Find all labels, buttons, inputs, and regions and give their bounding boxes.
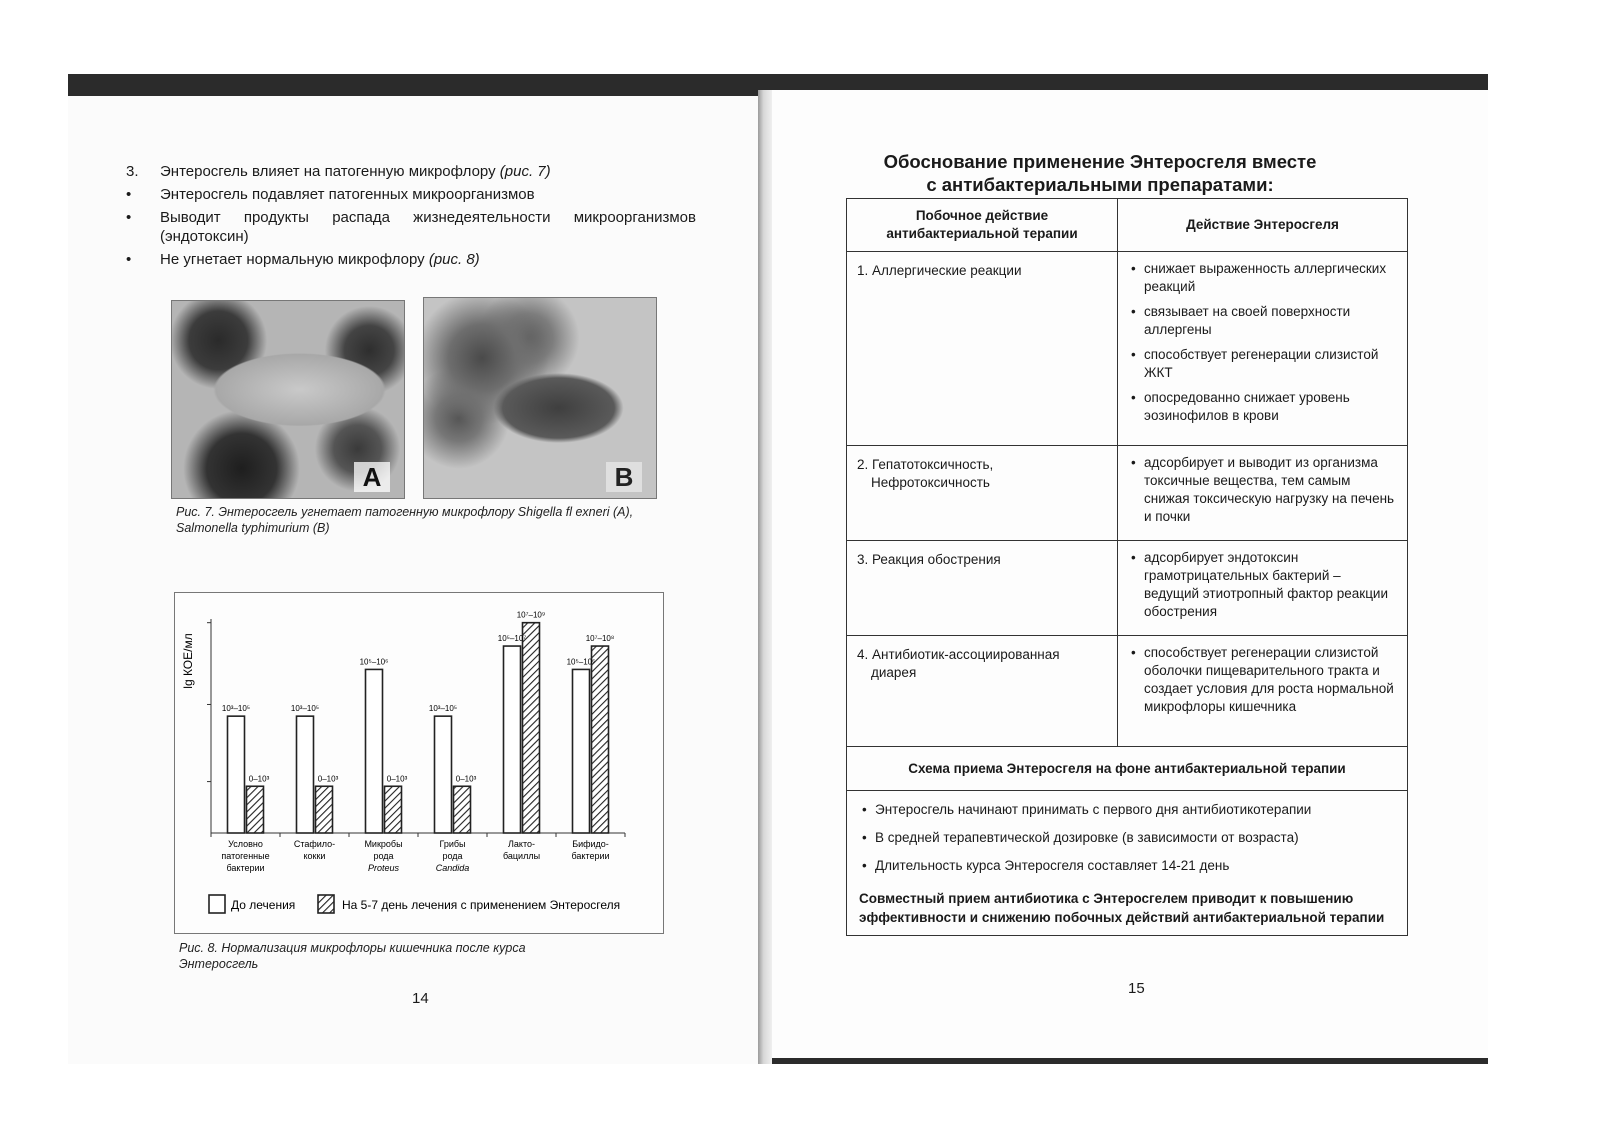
- micrograph-salmonella: [423, 297, 657, 499]
- legend-label: До лечения: [231, 898, 296, 912]
- action-cell: [1118, 636, 1407, 746]
- scheme-item: • В средней терапевтической дозировке (в зависимости от возраста): [859, 829, 1397, 847]
- conclusion-text: Совместный прием антибиотика с Энтеросгелем приводит к повышению эффективности и снижению побочных действий антибактериальной терапии: [859, 891, 1385, 925]
- bar-before-treatment: [297, 716, 314, 833]
- category-label: Candida: [435, 863, 470, 873]
- bar-before-treatment: [366, 669, 383, 833]
- y-axis-label: lg КОЕ/мл: [181, 633, 195, 689]
- data-label: 0–10³: [248, 774, 270, 784]
- side-effect-cell: [847, 446, 1118, 540]
- action-item: • адсорбирует эндотоксин грамотрицательных бактерий – ведущий этиотропный фактор реакции обострения: [1128, 549, 1397, 621]
- microflora-chart: [174, 592, 664, 934]
- legend-swatch-after: [318, 895, 334, 913]
- data-label: 10⁷–10⁸: [585, 634, 615, 644]
- category-label: Лакто-: [508, 839, 535, 849]
- category-label: Стафило-: [293, 839, 336, 849]
- page-number-right: 15: [1128, 980, 1145, 997]
- category-label: бациллы: [502, 851, 541, 861]
- bar-after-treatment: [247, 786, 264, 833]
- list-marker: •: [126, 209, 132, 226]
- list-text: Выводит продукты распада жизнедеятельности микроорганизмов (эндотоксин): [160, 209, 696, 245]
- scheme-title: Схема приема Энтеросгеля на фоне антибактериальной терапии: [847, 747, 1407, 791]
- photo-label-a: A: [354, 462, 390, 492]
- list-marker: •: [126, 186, 132, 203]
- scheme-body: [847, 791, 1407, 935]
- category-label: Грибы: [439, 839, 466, 849]
- micrograph-shigella: [171, 300, 405, 499]
- list-item: [126, 250, 696, 269]
- column-header: Действие Энтеросгеля: [1186, 217, 1339, 232]
- bar-after-treatment: [523, 623, 540, 833]
- data-label: 10⁵–10⁶: [359, 657, 389, 667]
- bar-before-treatment: [504, 646, 521, 833]
- photo-label-b: B: [606, 462, 642, 492]
- data-label: 0–10³: [317, 774, 339, 784]
- side-effect-text: 3. Реакция обострения: [857, 552, 1001, 567]
- list-text: Энтеросгель влияет на патогенную микрофлору: [160, 163, 500, 180]
- data-label: 10⁵–10⁷: [497, 634, 527, 644]
- scheme-item: • Длительность курса Энтеросгеля составляет 14-21 день: [859, 857, 1397, 875]
- list-text: Не угнетает нормальную микрофлору: [160, 251, 429, 268]
- side-effect-text: Нефротоксичность: [871, 475, 990, 490]
- side-effect-cell: [847, 636, 1118, 746]
- bar-after-treatment: [316, 786, 333, 833]
- category-label: бактерии: [571, 851, 610, 861]
- list-marker: 3.: [126, 163, 139, 180]
- data-label: 0–10³: [455, 774, 477, 784]
- table-header: [847, 199, 1407, 252]
- column-header: Побочное действие антибактериальной терапии: [847, 199, 1118, 251]
- category-label: рода: [442, 851, 463, 861]
- bar-after-treatment: [385, 786, 402, 833]
- heading-line: Обоснование применение Энтеросгеля вместе: [883, 151, 1317, 172]
- figure-8-caption: Рис. 8. Нормализация микрофлоры кишечника после курса Энтеросгель: [179, 941, 526, 971]
- category-label: кокки: [303, 851, 326, 861]
- data-label: 10³–10⁵: [221, 704, 251, 714]
- data-label: 10³–10⁵: [428, 704, 458, 714]
- chart-svg: [175, 593, 663, 933]
- list-marker: •: [126, 251, 132, 268]
- category-label: Proteus: [367, 863, 400, 873]
- list-item: [126, 185, 696, 204]
- table-row: [847, 446, 1407, 541]
- page-number-left: 14: [412, 990, 429, 1007]
- action-item: • способствует регенерации слизистой оболочки пищеварительного тракта и создает условия для роста нормальной микрофлоры кишечника: [1128, 644, 1397, 716]
- table-row: [847, 252, 1407, 446]
- action-item: • снижает выраженность аллергических реакций: [1128, 260, 1397, 296]
- action-cell: [1118, 252, 1407, 445]
- data-label: 10⁵–10⁶: [566, 657, 596, 667]
- figure-ref: (рис. 7): [499, 163, 551, 180]
- category-label: рода: [373, 851, 394, 861]
- heading-line: с антибактериальными препаратами:: [926, 174, 1274, 195]
- action-cell: [1118, 446, 1407, 540]
- category-label: Бифидо-: [572, 839, 609, 849]
- side-effect-text: диарея: [871, 665, 917, 680]
- figure-7-caption: Рис. 7. Энтеросгель угнетает патогенную микрофлору Shigella fl exneri (A), Salmonella typhimurium (B): [176, 505, 634, 535]
- bar-after-treatment: [592, 646, 609, 833]
- data-label: 10³–10⁵: [290, 704, 320, 714]
- bar-before-treatment: [435, 716, 452, 833]
- action-item: • связывает на своей поверхности аллергены: [1128, 303, 1397, 339]
- bar-before-treatment: [228, 716, 245, 833]
- action-item: • адсорбирует и выводит из организма токсичные вещества, тем самым снижая токсическую нагрузку на печень и почки: [1128, 454, 1397, 526]
- side-effect-text: 2. Гепатотоксичность,: [857, 457, 994, 472]
- data-label: 0–10³: [386, 774, 408, 784]
- table-row: [847, 541, 1407, 636]
- data-label: 10⁷–10⁹: [516, 610, 546, 620]
- bar-before-treatment: [573, 669, 590, 833]
- legend-swatch-before: [209, 895, 225, 913]
- side-effect-text: 4. Антибиотик-ассоциированная: [857, 647, 1060, 662]
- list-item: [126, 208, 696, 246]
- category-label: патогенные: [221, 851, 270, 861]
- list-item: [126, 162, 696, 181]
- side-effect-cell: [847, 541, 1118, 635]
- page-heading: [860, 150, 1340, 196]
- category-label: Условно: [228, 839, 263, 849]
- action-item: • способствует регенерации слизистой ЖКТ: [1128, 346, 1397, 382]
- legend-label: На 5-7 день лечения с применением Энтеросгеля: [342, 898, 621, 912]
- bar-after-treatment: [454, 786, 471, 833]
- figure-ref: (рис. 8): [428, 251, 480, 268]
- effects-list: [126, 162, 696, 273]
- table-row: [847, 636, 1407, 747]
- side-effect-text: 1. Аллергические реакции: [857, 263, 1022, 278]
- therapy-table: [846, 198, 1408, 936]
- category-label: бактерии: [226, 863, 265, 873]
- action-item: • опосредованно снижает уровень эозинофилов в крови: [1128, 389, 1397, 425]
- list-text: Энтеросгель подавляет патогенных микроорганизмов: [160, 186, 535, 203]
- scheme-item: • Энтеросгель начинают принимать с первого дня антибиотикотерапии: [859, 801, 1397, 819]
- category-label: Микробы: [364, 839, 403, 849]
- book-gutter: [758, 90, 772, 1064]
- side-effect-cell: [847, 252, 1118, 445]
- action-cell: [1118, 541, 1407, 635]
